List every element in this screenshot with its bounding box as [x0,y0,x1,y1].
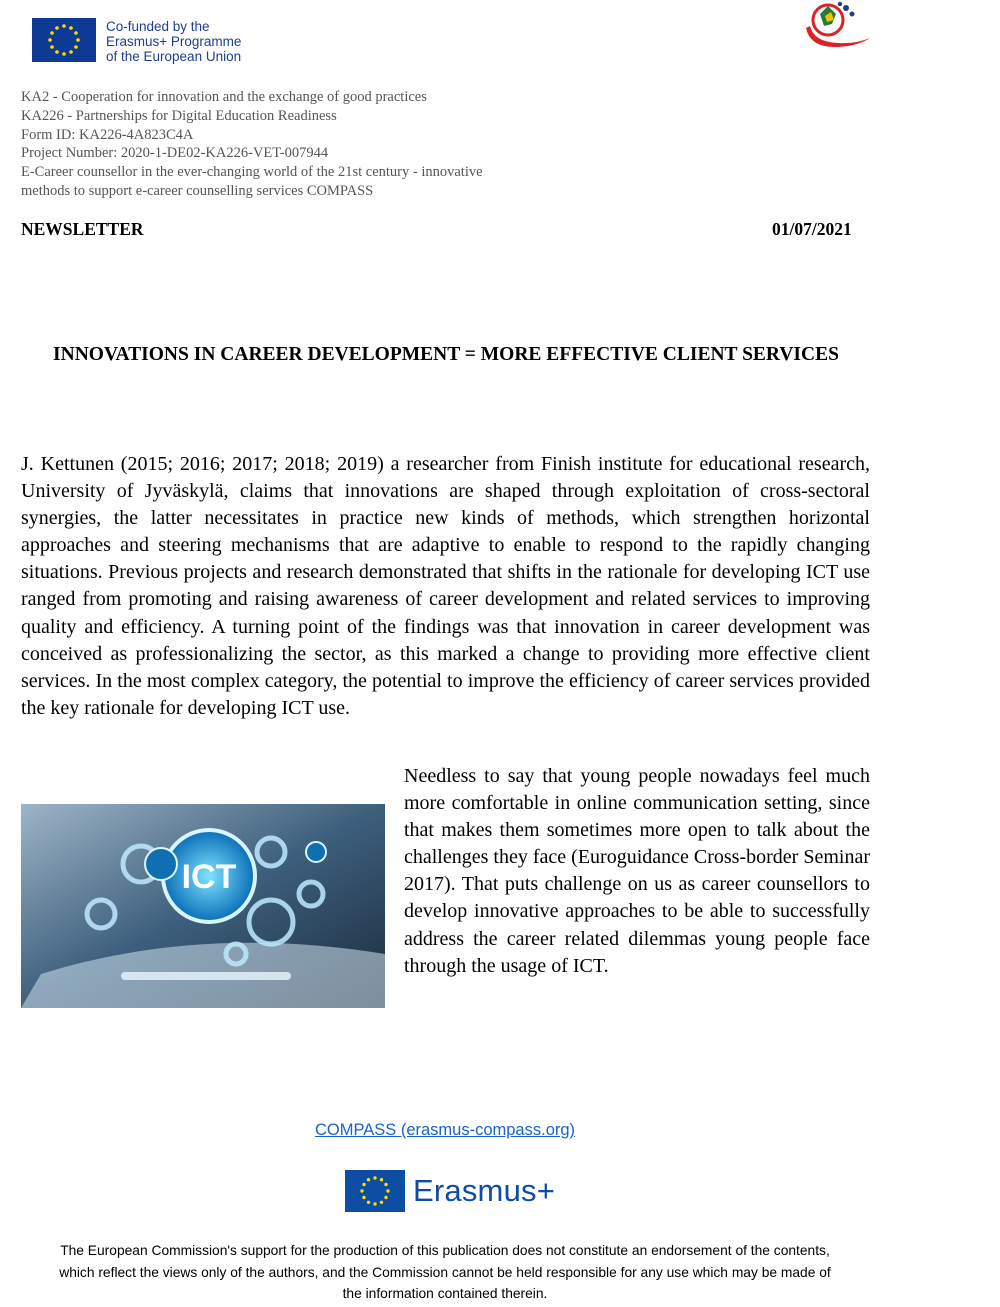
ict-gears-illustration-icon [21,804,385,1008]
disclaimer-line: the information contained therein. [342,1286,548,1301]
newsletter-label: NEWSLETTER [21,219,144,239]
meta-line: E-Career counsellor in the ever-changing world of the 21st century - innovative [21,164,483,181]
meta-line: methods to support e-career counselling services COMPASS [21,182,374,199]
meta-line: KA226 - Partnerships for Digital Education Readiness [21,107,337,124]
article-title: INNOVATIONS IN CAREER DEVELOPMENT = MORE EFFECTIVE CLIENT SERVICES [53,344,839,365]
meta-line: KA2 - Cooperation for innovation and the exchange of good practices [21,89,427,105]
article-paragraph-1: J. Kettunen (2015; 2016; 2017; 2018; 2019) a researcher from Finish institute for educational research, University of Jyväskylä, claims that innovations are shaped through exploitation of cross-sectoral synergies, the latter necessitates in practice new kinds of methods, which strengthen horizontal approaches and steering mechanisms that are adaptive to enable to respond to the rapidly changing situations. Previous projects and research demonstrated that shifts in the rationale for developing ICT use ranged from promoting and raising awareness of career development and related services to improving quality and efficiency. A turning point of the findings was that innovation in career development was conceived as professionalizing the sector, as this marked a change to providing more effective client services. In the most complex category, the potential to improve the efficiency of career services provided the key rationale for developing ICT use. [21,453,870,719]
eu-flag-icon [345,1170,405,1212]
compass-partner-logo-icon [798,0,872,52]
erasmus-plus-wordmark: Erasmus+ [413,1173,556,1208]
article-paragraph-2: Needless to say that young people nowadays feel much more comfortable in online communication setting, since that makes them sometimes more open to talk about the challenges they face (Euroguidance Cross-border Seminar 2017). That puts challenge on us as career counsellors to develop innovative approaches to be able to successfully address the career related dilemmas young people face through the usage of ICT. [404,765,870,977]
eu-disclaimer [0,1240,890,1305]
compass-website-link[interactable]: COMPASS (erasmus-compass.org) [314,1121,576,1139]
project-meta [21,88,581,201]
meta-line: Project Number: 2020-1-DE02-KA226-VET-007944 [21,145,329,162]
newsletter-date: 01/07/2021 [772,219,852,239]
ict-label: ICT [181,858,237,896]
disclaimer-line: which reflect the views only of the authors, and the Commission cannot be held responsible for any use which may be made of [59,1264,831,1280]
erasmus-plus-logo [345,1168,556,1214]
compass-link-container [0,1121,890,1140]
meta-line: Form ID: KA226-4A823C4A [21,126,194,143]
eu-logo-text: Co-funded by the Erasmus+ Programme of the European Union [106,19,242,64]
eu-cofunded-logo [22,12,327,70]
eu-flag-icon [32,18,96,62]
disclaimer-line: The European Commission's support for the production of this publication does not constitute an endorsement of the contents, [60,1243,830,1258]
